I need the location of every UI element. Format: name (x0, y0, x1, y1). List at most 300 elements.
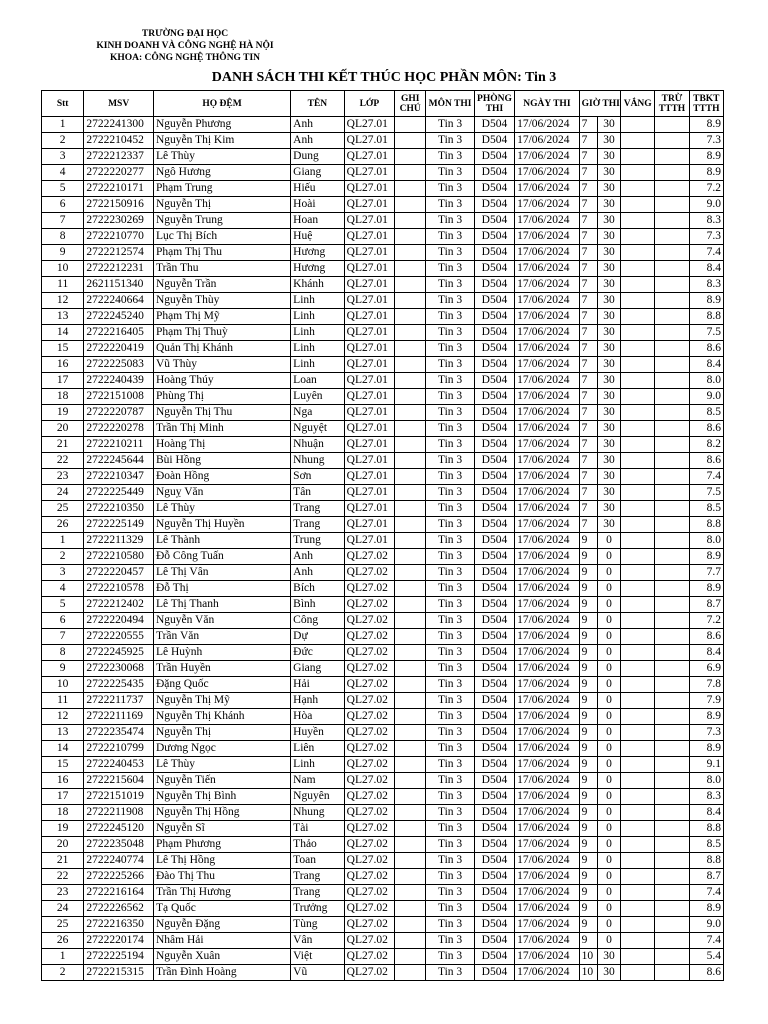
cell-ngay-thi: 17/06/2024 (515, 709, 580, 725)
cell-ten: Linh (291, 325, 344, 341)
cell-tbkt-ttth: 7.4 (689, 469, 723, 485)
cell-phut: 30 (597, 133, 620, 149)
cell-phong-thi: D504 (474, 869, 514, 885)
cell-stt: 1 (42, 533, 84, 549)
cell-msv: 2722210211 (84, 437, 154, 453)
cell-ho-dem: Nguyễn Thị Hồng (153, 805, 290, 821)
cell-ngay-thi: 17/06/2024 (515, 901, 580, 917)
cell-tru-ttth (655, 837, 689, 853)
table-row (42, 613, 724, 629)
cell-stt: 3 (42, 149, 84, 165)
cell-stt: 18 (42, 389, 84, 405)
cell-phong-thi: D504 (474, 485, 514, 501)
cell-tbkt-ttth: 7.8 (689, 677, 723, 693)
cell-mon-thi: Tin 3 (426, 469, 474, 485)
cell-stt: 11 (42, 277, 84, 293)
cell-tbkt-ttth: 8.6 (689, 341, 723, 357)
cell-gio: 7 (579, 357, 597, 373)
cell-mon-thi: Tin 3 (426, 901, 474, 917)
cell-vang (621, 245, 655, 261)
cell-vang (621, 805, 655, 821)
cell-stt: 18 (42, 805, 84, 821)
cell-ngay-thi: 17/06/2024 (515, 117, 580, 133)
cell-lop: QL27.02 (344, 709, 394, 725)
col-header-ghi-chu: GHI CHÚ (395, 91, 426, 117)
cell-phong-thi: D504 (474, 533, 514, 549)
table-row (42, 533, 724, 549)
cell-phut: 0 (597, 741, 620, 757)
cell-vang (621, 373, 655, 389)
cell-phong-thi: D504 (474, 149, 514, 165)
cell-ten: Huệ (291, 229, 344, 245)
cell-stt: 5 (42, 181, 84, 197)
cell-mon-thi: Tin 3 (426, 437, 474, 453)
cell-ngay-thi: 17/06/2024 (515, 517, 580, 533)
cell-phut: 30 (597, 373, 620, 389)
cell-stt: 19 (42, 405, 84, 421)
cell-tru-ttth (655, 949, 689, 965)
exam-list-table (41, 90, 724, 981)
cell-tru-ttth (655, 725, 689, 741)
cell-ngay-thi: 17/06/2024 (515, 277, 580, 293)
cell-ten: Tùng (291, 917, 344, 933)
table-row (42, 357, 724, 373)
cell-gio: 7 (579, 325, 597, 341)
cell-ngay-thi: 17/06/2024 (515, 293, 580, 309)
cell-ten: Huyền (291, 725, 344, 741)
table-row (42, 565, 724, 581)
table-row (42, 933, 724, 949)
cell-phut: 30 (597, 437, 620, 453)
cell-ngay-thi: 17/06/2024 (515, 581, 580, 597)
cell-tru-ttth (655, 501, 689, 517)
cell-stt: 6 (42, 197, 84, 213)
cell-gio: 9 (579, 901, 597, 917)
cell-stt: 8 (42, 645, 84, 661)
cell-ghi-chu (395, 565, 426, 581)
cell-gio: 7 (579, 373, 597, 389)
cell-phong-thi: D504 (474, 453, 514, 469)
cell-ho-dem: Lê Thành (153, 533, 290, 549)
table-row (42, 709, 724, 725)
cell-vang (621, 789, 655, 805)
cell-ngay-thi: 17/06/2024 (515, 165, 580, 181)
cell-msv: 2722240453 (84, 757, 154, 773)
cell-mon-thi: Tin 3 (426, 213, 474, 229)
cell-ngay-thi: 17/06/2024 (515, 229, 580, 245)
cell-gio: 9 (579, 677, 597, 693)
cell-tbkt-ttth: 8.7 (689, 869, 723, 885)
cell-ten: Hoan (291, 213, 344, 229)
cell-ngay-thi: 17/06/2024 (515, 837, 580, 853)
cell-ho-dem: Phạm Thị Thu (153, 245, 290, 261)
table-row (42, 501, 724, 517)
cell-stt: 10 (42, 261, 84, 277)
cell-msv: 2722210578 (84, 581, 154, 597)
cell-tbkt-ttth: 8.8 (689, 517, 723, 533)
cell-phut: 0 (597, 677, 620, 693)
cell-phut: 0 (597, 533, 620, 549)
col-header-lop: LỚP (344, 91, 394, 117)
cell-mon-thi: Tin 3 (426, 597, 474, 613)
cell-ngay-thi: 17/06/2024 (515, 597, 580, 613)
cell-ho-dem: Nguyễn Phương (153, 117, 290, 133)
cell-ho-dem: Bùi Hồng (153, 453, 290, 469)
table-row (42, 149, 724, 165)
cell-mon-thi: Tin 3 (426, 885, 474, 901)
cell-phong-thi: D504 (474, 645, 514, 661)
cell-tru-ttth (655, 709, 689, 725)
cell-stt: 2 (42, 549, 84, 565)
cell-mon-thi: Tin 3 (426, 341, 474, 357)
cell-gio: 7 (579, 277, 597, 293)
cell-msv: 2722210452 (84, 133, 154, 149)
cell-tru-ttth (655, 149, 689, 165)
cell-gio: 10 (579, 949, 597, 965)
cell-ngay-thi: 17/06/2024 (515, 533, 580, 549)
cell-msv: 2722220277 (84, 165, 154, 181)
table-row (42, 917, 724, 933)
cell-tbkt-ttth: 6.9 (689, 661, 723, 677)
cell-mon-thi: Tin 3 (426, 853, 474, 869)
cell-phong-thi: D504 (474, 325, 514, 341)
cell-ho-dem: Hoàng Thúy (153, 373, 290, 389)
cell-phong-thi: D504 (474, 789, 514, 805)
cell-phong-thi: D504 (474, 821, 514, 837)
cell-phut: 30 (597, 245, 620, 261)
cell-ho-dem: Trần Huyền (153, 661, 290, 677)
cell-phut: 0 (597, 709, 620, 725)
cell-gio: 9 (579, 917, 597, 933)
cell-lop: QL27.01 (344, 245, 394, 261)
cell-ho-dem: Nguyễn Trần (153, 277, 290, 293)
cell-tbkt-ttth: 8.9 (689, 581, 723, 597)
cell-phong-thi: D504 (474, 949, 514, 965)
cell-tru-ttth (655, 789, 689, 805)
cell-phong-thi: D504 (474, 549, 514, 565)
cell-tru-ttth (655, 565, 689, 581)
cell-stt: 19 (42, 821, 84, 837)
cell-mon-thi: Tin 3 (426, 869, 474, 885)
cell-ho-dem: Nguyễn Văn (153, 613, 290, 629)
cell-ghi-chu (395, 821, 426, 837)
cell-ghi-chu (395, 597, 426, 613)
cell-ngay-thi: 17/06/2024 (515, 309, 580, 325)
cell-vang (621, 469, 655, 485)
cell-msv: 2722211737 (84, 693, 154, 709)
cell-gio: 7 (579, 293, 597, 309)
table-body (42, 117, 724, 981)
cell-ghi-chu (395, 229, 426, 245)
cell-lop: QL27.02 (344, 597, 394, 613)
cell-ghi-chu (395, 453, 426, 469)
table-row (42, 245, 724, 261)
cell-phut: 0 (597, 821, 620, 837)
cell-phong-thi: D504 (474, 741, 514, 757)
cell-vang (621, 581, 655, 597)
cell-ngay-thi: 17/06/2024 (515, 629, 580, 645)
cell-tbkt-ttth: 8.0 (689, 533, 723, 549)
cell-gio: 7 (579, 453, 597, 469)
cell-tru-ttth (655, 821, 689, 837)
cell-gio: 7 (579, 437, 597, 453)
cell-phong-thi: D504 (474, 261, 514, 277)
cell-tbkt-ttth: 7.3 (689, 229, 723, 245)
cell-lop: QL27.02 (344, 725, 394, 741)
cell-tru-ttth (655, 373, 689, 389)
cell-msv: 2722241300 (84, 117, 154, 133)
cell-msv: 2722220419 (84, 341, 154, 357)
cell-vang (621, 597, 655, 613)
cell-ho-dem: Lê Thị Hồng (153, 853, 290, 869)
cell-lop: QL27.01 (344, 373, 394, 389)
cell-tbkt-ttth: 7.4 (689, 885, 723, 901)
cell-vang (621, 357, 655, 373)
cell-lop: QL27.02 (344, 821, 394, 837)
cell-phut: 30 (597, 149, 620, 165)
col-header-phong-thi: PHÒNG THI (474, 91, 514, 117)
cell-tru-ttth (655, 885, 689, 901)
cell-vang (621, 885, 655, 901)
cell-msv: 2722225083 (84, 357, 154, 373)
cell-ghi-chu (395, 357, 426, 373)
cell-ghi-chu (395, 965, 426, 981)
cell-phut: 0 (597, 917, 620, 933)
cell-stt: 23 (42, 469, 84, 485)
cell-mon-thi: Tin 3 (426, 373, 474, 389)
col-header-tru-ttth: TRỪ TTTH (655, 91, 689, 117)
cell-phong-thi: D504 (474, 805, 514, 821)
table-row (42, 773, 724, 789)
table-row (42, 645, 724, 661)
cell-gio: 7 (579, 165, 597, 181)
cell-ngay-thi: 17/06/2024 (515, 757, 580, 773)
col-header-gio-thi: GIỜ THI (579, 91, 620, 117)
cell-stt: 4 (42, 165, 84, 181)
cell-vang (621, 197, 655, 213)
cell-tru-ttth (655, 197, 689, 213)
cell-ngay-thi: 17/06/2024 (515, 133, 580, 149)
cell-gio: 9 (579, 789, 597, 805)
cell-ho-dem: Lục Thị Bích (153, 229, 290, 245)
cell-vang (621, 149, 655, 165)
cell-tbkt-ttth: 7.2 (689, 181, 723, 197)
cell-stt: 22 (42, 453, 84, 469)
cell-msv: 2722210580 (84, 549, 154, 565)
cell-tbkt-ttth: 7.9 (689, 693, 723, 709)
cell-ten: Trang (291, 501, 344, 517)
cell-ten: Hòa (291, 709, 344, 725)
cell-mon-thi: Tin 3 (426, 837, 474, 853)
cell-tbkt-ttth: 7.3 (689, 725, 723, 741)
cell-vang (621, 645, 655, 661)
cell-tbkt-ttth: 7.4 (689, 933, 723, 949)
cell-stt: 14 (42, 325, 84, 341)
cell-tru-ttth (655, 277, 689, 293)
cell-phong-thi: D504 (474, 373, 514, 389)
cell-ten: Nguyên (291, 789, 344, 805)
cell-vang (621, 293, 655, 309)
school-header (70, 28, 300, 64)
cell-tbkt-ttth: 8.9 (689, 549, 723, 565)
cell-phut: 0 (597, 837, 620, 853)
cell-ho-dem: Đoàn Hồng (153, 469, 290, 485)
cell-msv: 2722210799 (84, 741, 154, 757)
cell-ten: Thảo (291, 837, 344, 853)
cell-ghi-chu (395, 277, 426, 293)
cell-tbkt-ttth: 8.5 (689, 837, 723, 853)
cell-mon-thi: Tin 3 (426, 149, 474, 165)
cell-gio: 7 (579, 485, 597, 501)
cell-gio: 9 (579, 757, 597, 773)
table-row (42, 341, 724, 357)
cell-gio: 9 (579, 533, 597, 549)
cell-ngay-thi: 17/06/2024 (515, 693, 580, 709)
cell-phong-thi: D504 (474, 565, 514, 581)
cell-ho-dem: Nguyễn Thị Mỹ (153, 693, 290, 709)
cell-ten: Hải (291, 677, 344, 693)
cell-ten: Việt (291, 949, 344, 965)
cell-stt: 13 (42, 309, 84, 325)
table-row (42, 869, 724, 885)
cell-stt: 17 (42, 373, 84, 389)
cell-gio: 9 (579, 629, 597, 645)
cell-mon-thi: Tin 3 (426, 117, 474, 133)
cell-lop: QL27.01 (344, 229, 394, 245)
cell-mon-thi: Tin 3 (426, 389, 474, 405)
cell-gio: 7 (579, 261, 597, 277)
cell-mon-thi: Tin 3 (426, 933, 474, 949)
cell-ho-dem: Nguyễn Xuân (153, 949, 290, 965)
cell-tbkt-ttth: 7.4 (689, 245, 723, 261)
cell-stt: 13 (42, 725, 84, 741)
cell-msv: 2722151019 (84, 789, 154, 805)
cell-ho-dem: Nguyễn Thị (153, 725, 290, 741)
cell-lop: QL27.01 (344, 149, 394, 165)
table-row (42, 837, 724, 853)
cell-mon-thi: Tin 3 (426, 757, 474, 773)
cell-mon-thi: Tin 3 (426, 581, 474, 597)
cell-msv: 2722211908 (84, 805, 154, 821)
cell-tbkt-ttth: 7.5 (689, 485, 723, 501)
cell-lop: QL27.02 (344, 693, 394, 709)
cell-msv: 2722225435 (84, 677, 154, 693)
cell-mon-thi: Tin 3 (426, 261, 474, 277)
cell-vang (621, 773, 655, 789)
cell-mon-thi: Tin 3 (426, 485, 474, 501)
cell-phut: 0 (597, 757, 620, 773)
cell-lop: QL27.01 (344, 165, 394, 181)
cell-ten: Loan (291, 373, 344, 389)
cell-phut: 30 (597, 197, 620, 213)
table-row (42, 325, 724, 341)
cell-ghi-chu (395, 181, 426, 197)
cell-gio: 10 (579, 965, 597, 981)
cell-vang (621, 933, 655, 949)
cell-ngay-thi: 17/06/2024 (515, 549, 580, 565)
header-line-faculty: KHOA: CÔNG NGHỆ THÔNG TIN (109, 53, 261, 63)
table-row (42, 949, 724, 965)
cell-stt: 15 (42, 757, 84, 773)
cell-msv: 2722210770 (84, 229, 154, 245)
cell-ten: Nhung (291, 453, 344, 469)
cell-lop: QL27.02 (344, 805, 394, 821)
cell-tbkt-ttth: 8.9 (689, 165, 723, 181)
table-row (42, 197, 724, 213)
cell-lop: QL27.01 (344, 421, 394, 437)
cell-mon-thi: Tin 3 (426, 133, 474, 149)
cell-mon-thi: Tin 3 (426, 629, 474, 645)
cell-tbkt-ttth: 8.9 (689, 117, 723, 133)
cell-phut: 0 (597, 725, 620, 741)
table-row (42, 661, 724, 677)
cell-tbkt-ttth: 8.6 (689, 421, 723, 437)
cell-ho-dem: Lê Thùy (153, 757, 290, 773)
cell-phut: 0 (597, 693, 620, 709)
cell-tru-ttth (655, 805, 689, 821)
cell-ten: Hiếu (291, 181, 344, 197)
cell-tbkt-ttth: 8.9 (689, 149, 723, 165)
cell-tru-ttth (655, 309, 689, 325)
cell-ho-dem: Nguyễn Thị Bình (153, 789, 290, 805)
cell-tbkt-ttth: 7.2 (689, 613, 723, 629)
cell-msv: 2722220787 (84, 405, 154, 421)
cell-tbkt-ttth: 8.5 (689, 501, 723, 517)
table-row (42, 389, 724, 405)
cell-phong-thi: D504 (474, 597, 514, 613)
cell-ho-dem: Đỗ Công Tuấn (153, 549, 290, 565)
table-row (42, 581, 724, 597)
cell-ho-dem: Lê Huỳnh (153, 645, 290, 661)
cell-phong-thi: D504 (474, 517, 514, 533)
cell-phong-thi: D504 (474, 229, 514, 245)
cell-phong-thi: D504 (474, 933, 514, 949)
cell-phut: 30 (597, 181, 620, 197)
cell-phong-thi: D504 (474, 341, 514, 357)
cell-lop: QL27.01 (344, 501, 394, 517)
cell-phong-thi: D504 (474, 693, 514, 709)
cell-ten: Nhung (291, 805, 344, 821)
cell-tbkt-ttth: 8.6 (689, 965, 723, 981)
cell-vang (621, 693, 655, 709)
cell-gio: 7 (579, 421, 597, 437)
cell-vang (621, 661, 655, 677)
cell-tbkt-ttth: 8.3 (689, 213, 723, 229)
table-row (42, 549, 724, 565)
cell-ngay-thi: 17/06/2024 (515, 725, 580, 741)
cell-msv: 2722240664 (84, 293, 154, 309)
cell-stt: 16 (42, 357, 84, 373)
cell-ghi-chu (395, 677, 426, 693)
cell-tru-ttth (655, 581, 689, 597)
cell-ho-dem: Nguyễn Thị Khánh (153, 709, 290, 725)
cell-tbkt-ttth: 8.2 (689, 437, 723, 453)
cell-gio: 9 (579, 565, 597, 581)
cell-ten: Tân (291, 485, 344, 501)
cell-phong-thi: D504 (474, 309, 514, 325)
cell-stt: 9 (42, 661, 84, 677)
cell-stt: 14 (42, 741, 84, 757)
cell-ngay-thi: 17/06/2024 (515, 261, 580, 277)
cell-ho-dem: Nguyễn Sĩ (153, 821, 290, 837)
cell-mon-thi: Tin 3 (426, 949, 474, 965)
cell-lop: QL27.02 (344, 917, 394, 933)
cell-vang (621, 741, 655, 757)
cell-ngay-thi: 17/06/2024 (515, 149, 580, 165)
cell-ghi-chu (395, 245, 426, 261)
cell-stt: 16 (42, 773, 84, 789)
cell-mon-thi: Tin 3 (426, 725, 474, 741)
